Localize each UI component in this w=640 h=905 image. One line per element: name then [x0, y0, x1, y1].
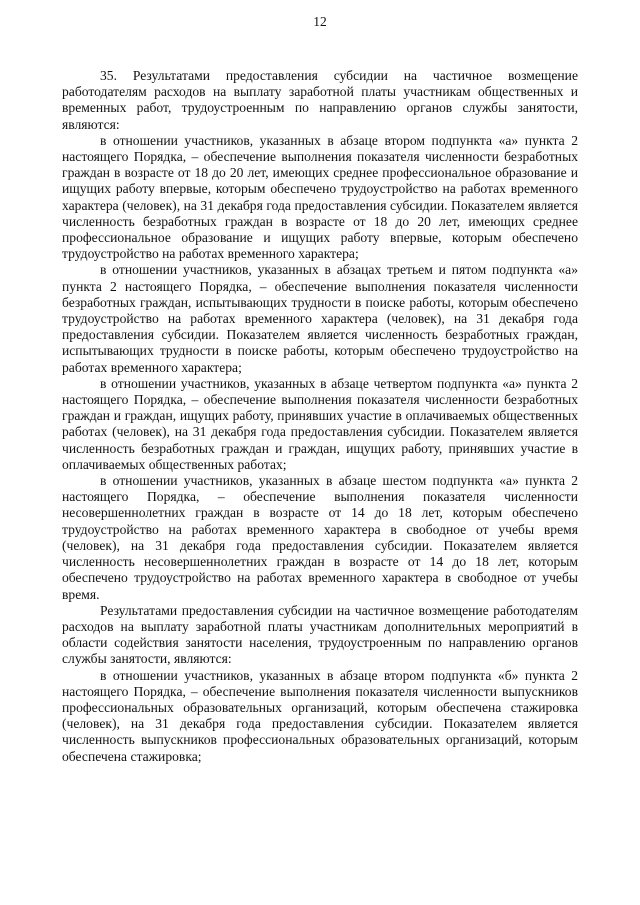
paragraph: в отношении участников, указанных в абзацах третьем и пятом подпункта «а» пункта 2 настоящего Порядка, – обеспечение выполнения показателя численности безработных граждан, испытывающих трудности в поиске работы, которым обеспечено трудоустройство на работах временного характера (человек), на 31 декабря года предоставления субсидии. Показателем является численность безработных граждан, испытывающих трудности в поиске работы, которым обеспечено трудоустройство на работах временного характера;: [62, 262, 578, 375]
paragraph: Результатами предоставления субсидии на частичное возмещение работодателям расходов на выплату заработной платы участникам дополнительных мероприятий в области содействия занятости населения, трудоустроенным по направлению органов службы занятости, являются:: [62, 602, 578, 667]
paragraph: в отношении участников, указанных в абзаце втором подпункта «а» пункта 2 настоящего Порядка, – обеспечение выполнения показателя численности безработных граждан в возрасте от 18 до 20 лет, имеющих среднее профессиональное образование и ищущих работу впервые, которым обеспечено трудоустройство на работах временного характера (человек), на 31 декабря года предоставления субсидии. Показателем является численность безработных граждан в возрасте от 18 до 20 лет, имеющих среднее профессиональное образование и ищущих работу впервые, которым обеспечено трудоустройство на работах временного характера;: [62, 132, 578, 262]
paragraph: 35. Результатами предоставления субсидии на частичное возмещение работодателям расходов на выплату заработной платы участникам общественных и временных работ, трудоустроенным по направлению органов службы занятости, являются:: [62, 68, 578, 132]
document-body: [62, 68, 578, 765]
paragraph: в отношении участников, указанных в абзаце шестом подпункта «а» пункта 2 настоящего Порядка, – обеспечение выполнения показателя численности несовершеннолетних граждан в возрасте от 14 до 18 лет, которым обеспечено трудоустройство на работах временного характера в свободное от учебы время (человек), на 31 декабря года предоставления субсидии. Показателем является численность несовершеннолетних граждан в возрасте от 14 до 18 лет, которым обеспечено трудоустройство на работах временного характера в свободное от учебы время.: [62, 473, 578, 602]
paragraph: в отношении участников, указанных в абзаце втором подпункта «б» пункта 2 настоящего Порядка, – обеспечение выполнения показателя численности выпускников профессиональных образовательных организаций, которым обеспечена стажировка (человек), на 31 декабря года предоставления субсидии. Показателем является численность выпускников профессиональных образовательных организаций, которым обеспечена стажировка;: [62, 667, 578, 764]
document-page: [62, 0, 578, 905]
paragraph: в отношении участников, указанных в абзаце четвертом подпункта «а» пункта 2 настоящего Порядка, – обеспечение выполнения показателя численности безработных граждан и граждан, ищущих работу, принявших участие в оплачиваемых общественных работах (человек), на 31 декабря года предоставления субсидии. Показателем является численность безработных граждан и граждан, ищущих работу, принявших участие в оплачиваемых общественных работах;: [62, 375, 578, 472]
page-number: 12: [313, 14, 327, 29]
